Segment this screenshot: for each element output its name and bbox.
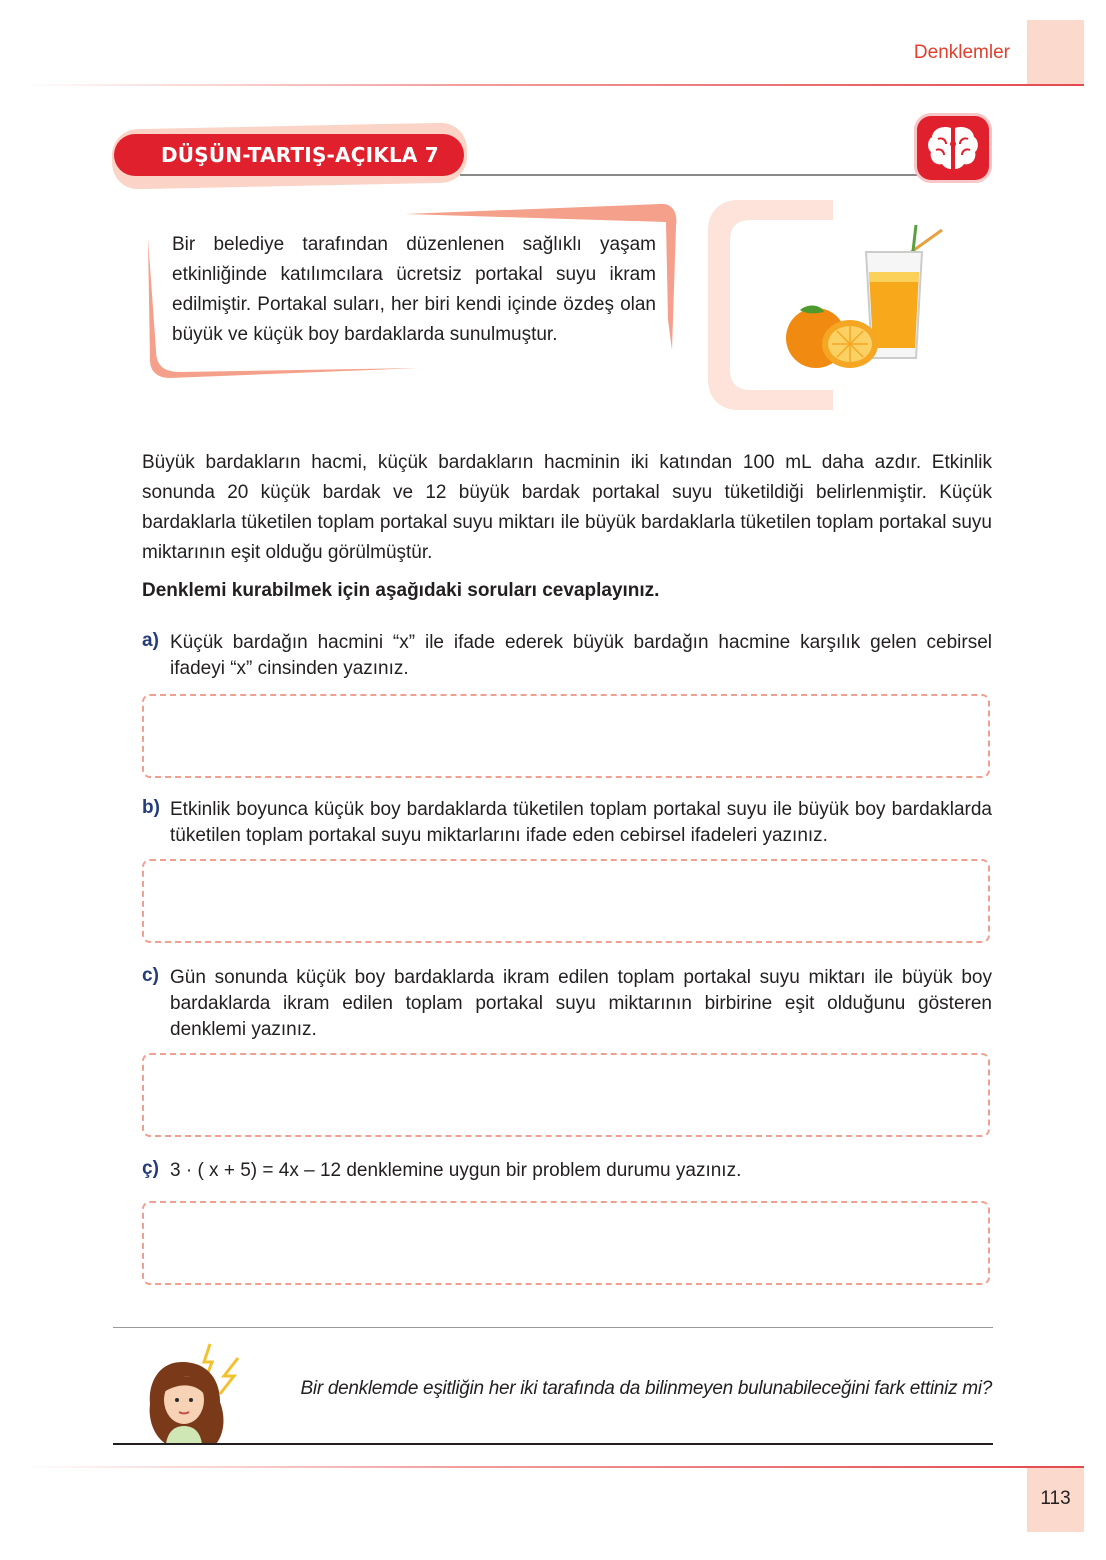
- answer-box-cc[interactable]: [142, 1201, 990, 1285]
- answer-box-c[interactable]: [142, 1053, 990, 1137]
- tip-divider-bottom: [113, 1443, 993, 1445]
- question-c-letter: c): [142, 965, 159, 986]
- page-number: 113: [1040, 1488, 1071, 1509]
- section-title: DÜŞÜN-TARTIŞ-AÇIKLA 7: [114, 134, 464, 176]
- tip-divider-top: [113, 1327, 993, 1328]
- header-corner-tab: [1027, 20, 1084, 84]
- header-divider: [20, 84, 1084, 86]
- brain-icon: [917, 116, 989, 180]
- intro-text: Bir belediye tarafından düzenlenen sağlıklı yaşam etkinliğinde katılımcılara ücretsiz portakal suyu ikram edilmiştir. Portakal suları, her biri kendi içinde özdeş olan büyük ve küçük boy bardaklarda sunulmuştur.: [172, 234, 656, 345]
- orange-juice-icon: [770, 220, 950, 380]
- footer-divider: [20, 1466, 1084, 1468]
- tip-text: Bir denklemde eşitliğin her iki tarafında da bilinmeyen bulunabileceğini fark ettiniz mi?: [300, 1378, 992, 1399]
- question-cc-letter: ç): [142, 1158, 159, 1179]
- thinking-girl-icon: [140, 1340, 250, 1444]
- chapter-title: Denklemler: [913, 42, 1010, 63]
- problem-text: Büyük bardakların hacmi, küçük bardakların hacminin iki katından 100 mL daha azdır. Etkinlik sonunda 20 küçük bardak ve 12 büyük bardak portakal suyu tüketildiği belirlenmiştir. Küçük bardaklarla tüketilen toplam portakal suyu miktarı ile büyük bardaklarla tüketilen toplam portakal suyu miktarının eşit olduğu görülmüştür.: [142, 452, 992, 563]
- question-c-text: Gün sonunda küçük boy bardaklarda ikram edilen toplam portakal suyu miktarı ile büyük boy bardaklarda ikram edilen toplam portakal suyu miktarının birbirine eşit olduğunu gösteren denklemi yazınız.: [170, 967, 992, 1040]
- question-b-text: Etkinlik boyunca küçük boy bardaklarda tüketilen toplam portakal suyu ile büyük boy bardaklarda tüketilen toplam portakal suyu miktarlarını ifade eden cebirsel ifadeleri yazınız.: [170, 799, 992, 846]
- question-b-letter: b): [142, 797, 160, 818]
- question-a-letter: a): [142, 630, 159, 651]
- banner-divider: [460, 174, 922, 176]
- instruction-text: Denklemi kurabilmek için aşağıdaki soruları cevaplayınız.: [142, 580, 660, 601]
- answer-box-a[interactable]: [142, 694, 990, 778]
- answer-box-b[interactable]: [142, 859, 990, 943]
- question-a-text: Küçük bardağın hacmini “x” ile ifade ederek büyük bardağın hacmine karşılık gelen cebirsel ifadeyi “x” cinsinden yazınız.: [170, 632, 992, 679]
- question-cc-text: 3 · ( x + 5) = 4x – 12 denklemine uygun bir problem durumu yazınız.: [170, 1160, 742, 1181]
